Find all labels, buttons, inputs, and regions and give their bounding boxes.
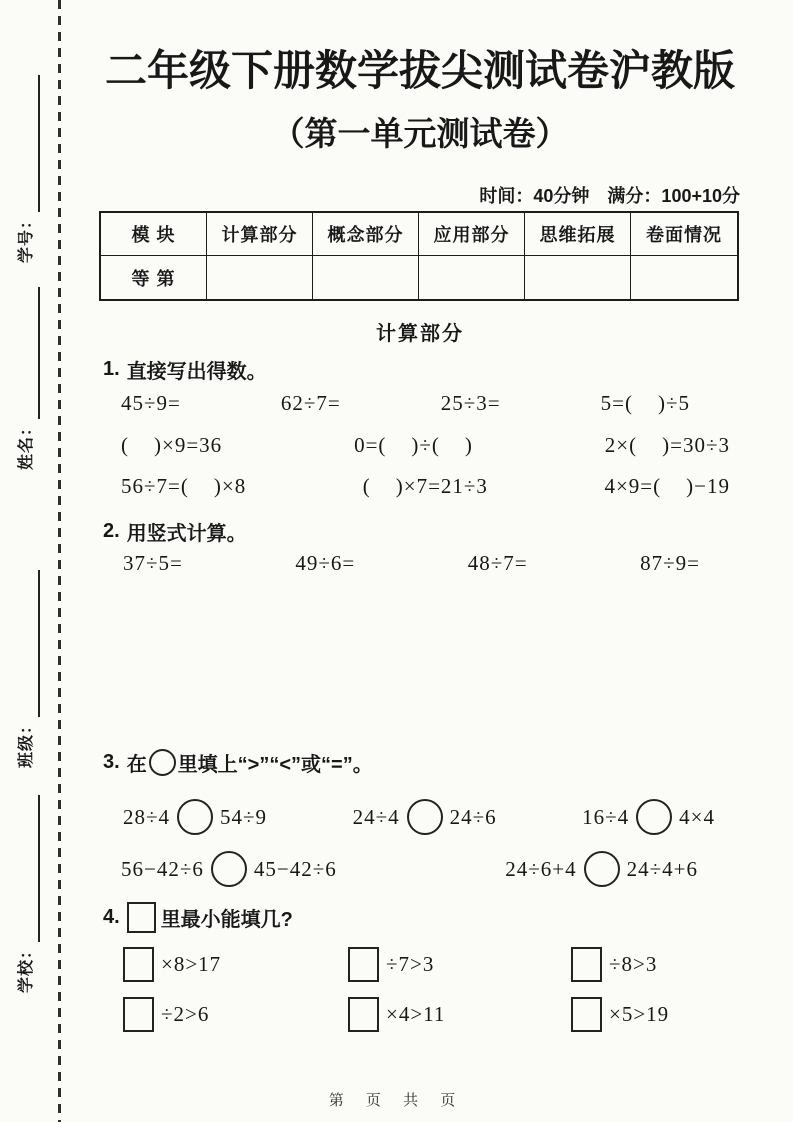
blank-line <box>37 287 40 419</box>
math-expression: ÷8>3 <box>609 952 658 976</box>
math-expression: ×8>17 <box>161 952 222 976</box>
box-expression <box>348 997 571 1032</box>
answer-box <box>348 997 379 1032</box>
q1-row <box>121 474 730 499</box>
student-class-label: 班级： <box>18 716 35 768</box>
math-expression: 54÷9 <box>220 804 268 829</box>
page-subtitle: （第一单元测试卷） <box>271 115 569 152</box>
math-expression: 45−42÷6 <box>253 856 337 881</box>
math-expression: 87÷9= <box>640 551 700 575</box>
student-field-name <box>13 287 40 470</box>
q3-header <box>103 748 373 777</box>
student-field-number <box>13 75 40 263</box>
math-expression: 4×4 <box>679 804 715 829</box>
math-expression: 37÷5= <box>123 551 183 575</box>
math-expression: 45÷9= <box>121 391 181 415</box>
q1-number: 1. <box>103 358 120 380</box>
q4-number: 4. <box>103 906 120 928</box>
student-school-label: 学校： <box>18 941 35 993</box>
cut-dashed-line <box>58 0 61 1122</box>
q3-number: 3. <box>103 751 120 773</box>
answer-box <box>571 947 602 982</box>
q3-row <box>121 851 698 887</box>
comparison-circle <box>584 851 620 887</box>
q2-header <box>103 517 247 546</box>
student-field-class <box>13 570 40 768</box>
math-expression: 25÷3= <box>440 391 501 415</box>
math-expression: ×5>19 <box>609 1002 670 1026</box>
q4-row <box>123 947 715 982</box>
math-expression: 48÷7= <box>467 551 528 575</box>
score-table-empty-cell <box>525 256 631 299</box>
comparison-item <box>123 799 267 835</box>
comparison-circle <box>211 851 247 887</box>
answer-box <box>571 997 602 1032</box>
math-expression: ×4>11 <box>386 1002 446 1026</box>
math-expression: 28÷4 <box>123 804 171 829</box>
comparison-circle <box>636 799 672 835</box>
box-expression <box>123 997 348 1032</box>
q1-row <box>121 433 730 458</box>
score-table-header: 概念部分 <box>313 213 419 256</box>
math-expression: ( )×9=36 <box>121 433 223 457</box>
score-table-header: 模 块 <box>101 213 207 256</box>
blank-line <box>37 75 40 212</box>
math-expression: 49÷6= <box>295 551 356 575</box>
math-expression: 2×( )=30÷3 <box>604 433 730 457</box>
score-table-row-label: 等 第 <box>101 256 207 299</box>
score-table-empty-cell <box>313 256 419 299</box>
section-title: 计算部分 <box>376 323 464 345</box>
q2-prompt: 用竖式计算。 <box>126 523 247 545</box>
math-expression: 4×9=( )−19 <box>604 474 730 498</box>
student-number-label: 学号： <box>18 211 35 263</box>
score-table-empty-cell <box>631 256 737 299</box>
math-expression: 24÷4+6 <box>626 856 698 881</box>
q1-prompt: 直接写出得数。 <box>126 361 267 383</box>
page-footer: 第 页 共 页 <box>328 1092 465 1109</box>
score-table-header: 卷面情况 <box>631 213 737 256</box>
time-score-info: 时间：40分钟 满分：100+10分 <box>479 186 740 206</box>
q3-row <box>123 799 715 835</box>
score-table-header: 计算部分 <box>207 213 313 256</box>
q1-row <box>121 391 690 416</box>
math-expression: 5=( )÷5 <box>600 391 690 415</box>
math-expression: 24÷6 <box>449 804 497 829</box>
math-expression: 16÷4 <box>582 804 630 829</box>
student-name-label: 姓名： <box>18 418 35 470</box>
page-title: 二年级下册数学拔尖测试卷沪教版 <box>104 47 735 94</box>
comparison-circle-icon <box>149 749 176 776</box>
score-table-header: 思维拓展 <box>525 213 631 256</box>
math-expression: ÷2>6 <box>161 1002 210 1026</box>
comparison-item <box>505 851 698 887</box>
score-table-empty-cell <box>207 256 313 299</box>
comparison-item <box>121 851 337 887</box>
q3-prompt-after: 里填上“>”“<”或“=”。 <box>177 754 373 776</box>
math-expression: 24÷6+4 <box>505 856 577 881</box>
q4-prompt-after: 里最小能填几? <box>160 909 293 931</box>
comparison-item <box>353 799 497 835</box>
answer-box-icon <box>127 902 156 933</box>
q1-header <box>103 355 267 384</box>
student-field-school <box>13 795 40 993</box>
math-expression: 56−42÷6 <box>121 856 204 881</box>
q4-row <box>123 997 715 1032</box>
score-table-empty-cell <box>419 256 525 299</box>
answer-box <box>348 947 379 982</box>
math-expression: 56÷7=( )×8 <box>121 474 247 498</box>
score-table-header: 应用部分 <box>419 213 525 256</box>
comparison-circle <box>177 799 213 835</box>
comparison-item <box>582 799 715 835</box>
math-expression: 0=( )÷( ) <box>354 433 473 457</box>
q3-prompt-before: 在 <box>126 754 147 776</box>
answer-box <box>123 947 154 982</box>
q4-header <box>103 902 293 933</box>
blank-line <box>37 795 40 942</box>
math-expression: ÷7>3 <box>386 952 435 976</box>
comparison-circle <box>407 799 443 835</box>
blank-line <box>37 570 40 717</box>
math-expression: ( )×7=21÷3 <box>362 474 488 498</box>
box-expression <box>123 947 348 982</box>
q2-number: 2. <box>103 520 120 542</box>
score-table <box>99 211 739 301</box>
box-expression <box>571 947 715 982</box>
box-expression <box>571 997 715 1032</box>
q2-row <box>123 551 700 576</box>
box-expression <box>348 947 571 982</box>
math-expression: 62÷7= <box>280 391 341 415</box>
answer-box <box>123 997 154 1032</box>
math-expression: 24÷4 <box>352 804 400 829</box>
